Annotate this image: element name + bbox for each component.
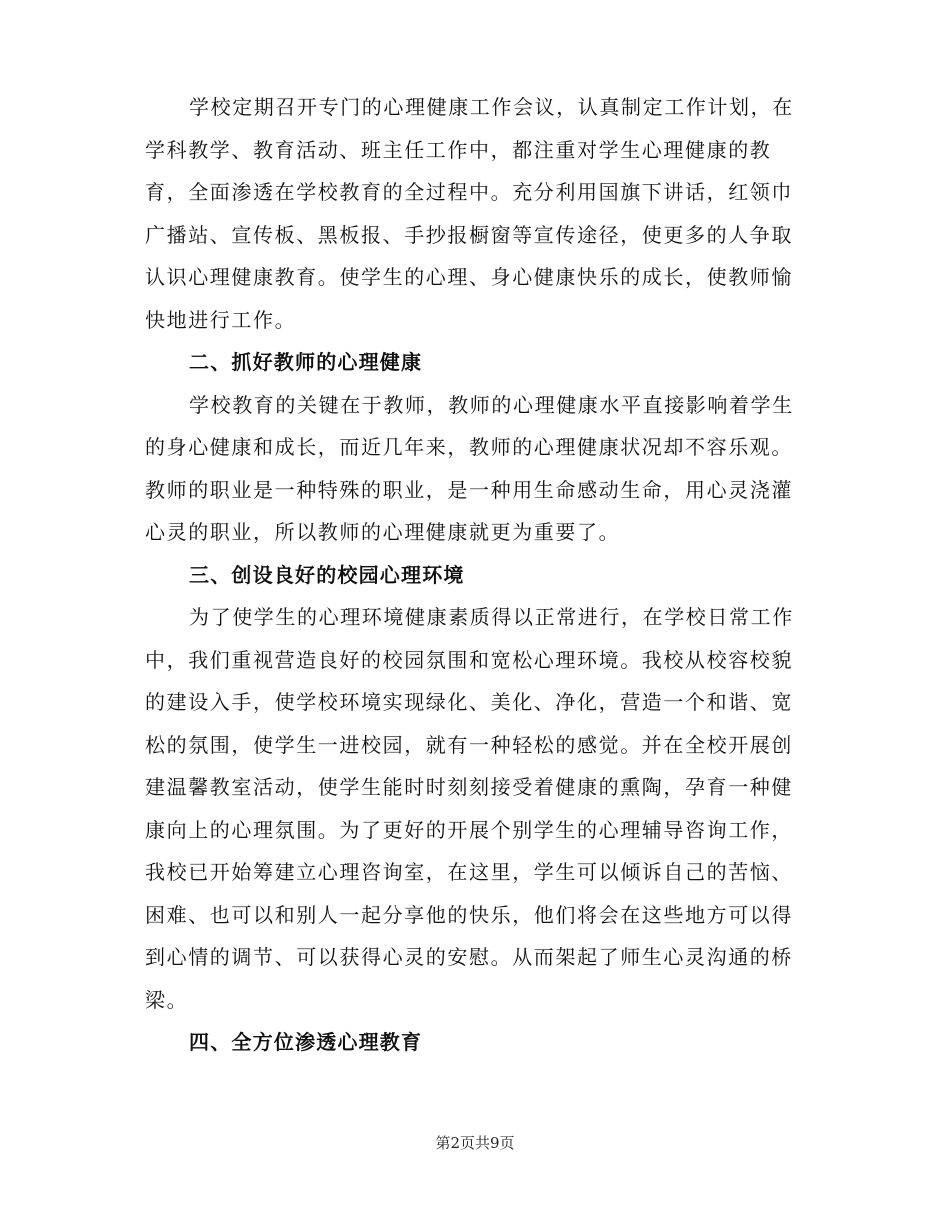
paragraph-line: 快地进行工作。 xyxy=(145,308,297,332)
paragraph-line: 为了使学生的心理环境健康素质得以正常进行，在学校日常工作 xyxy=(189,605,794,629)
paragraph-line: 学科教学、教育活动、班主任工作中，都注重对学生心理健康的教 xyxy=(145,138,772,162)
paragraph-line: 的建设入手，使学校环境实现绿化、美化、净化，营造一个和谐、宽 xyxy=(145,690,793,714)
paragraph-line: 建温馨教室活动，使学生能时时刻刻接受着健康的熏陶，孕育一种健 xyxy=(145,775,793,799)
paragraph-line: 康向上的心理氛围。为了更好的开展个别学生的心理辅导咨询工作， xyxy=(145,818,793,842)
paragraph-line: 心灵的职业，所以教师的心理健康就更为重要了。 xyxy=(145,520,621,544)
paragraph-line: 的身心健康和成长，而近几年来，教师的心理健康状况却不容乐观。 xyxy=(145,435,793,459)
paragraph-line: 中，我们重视营造良好的校园氛围和宽松心理环境。我校从校容校貌 xyxy=(145,648,793,672)
section-heading: 二、抓好教师的心理健康 xyxy=(189,350,423,374)
paragraph-line: 认识心理健康教育。使学生的心理、身心健康快乐的成长，使教师愉 xyxy=(145,265,793,289)
paragraph-line: 到心情的调节、可以获得心灵的安慰。从而架起了师生心灵沟通的桥 xyxy=(145,945,793,969)
paragraph-line: 育，全面渗透在学校教育的全过程中。充分利用国旗下讲话，红领巾 xyxy=(145,180,793,204)
section-heading: 四、全方位渗透心理教育 xyxy=(189,1030,423,1054)
paragraph-line: 我校已开始筹建立心理咨询室，在这里，学生可以倾诉自己的苦恼、 xyxy=(145,860,793,884)
paragraph-line: 学校定期召开专门的心理健康工作会议，认真制定工作计划，在 xyxy=(189,95,794,119)
paragraph-line: 教师的职业是一种特殊的职业，是一种用生命感动生命，用心灵浇灌 xyxy=(145,478,793,502)
paragraph-line: 松的氛围，使学生一进校园，就有一种轻松的感觉。并在全校开展创 xyxy=(145,733,793,757)
paragraph-line: 梁。 xyxy=(145,988,189,1012)
paragraph-line: 广播站、宣传板、黑板报、手抄报橱窗等宣传途径，使更多的人争取 xyxy=(145,223,793,247)
paragraph-line: 学校教育的关键在于教师，教师的心理健康水平直接影响着学生 xyxy=(189,393,794,417)
section-heading: 三、创设良好的校园心理环境 xyxy=(189,563,465,587)
paragraph-line: 困难、也可以和别人一起分享他的快乐，他们将会在这些地方可以得 xyxy=(145,903,793,927)
page-number: 第2页共9页 xyxy=(435,1134,515,1152)
